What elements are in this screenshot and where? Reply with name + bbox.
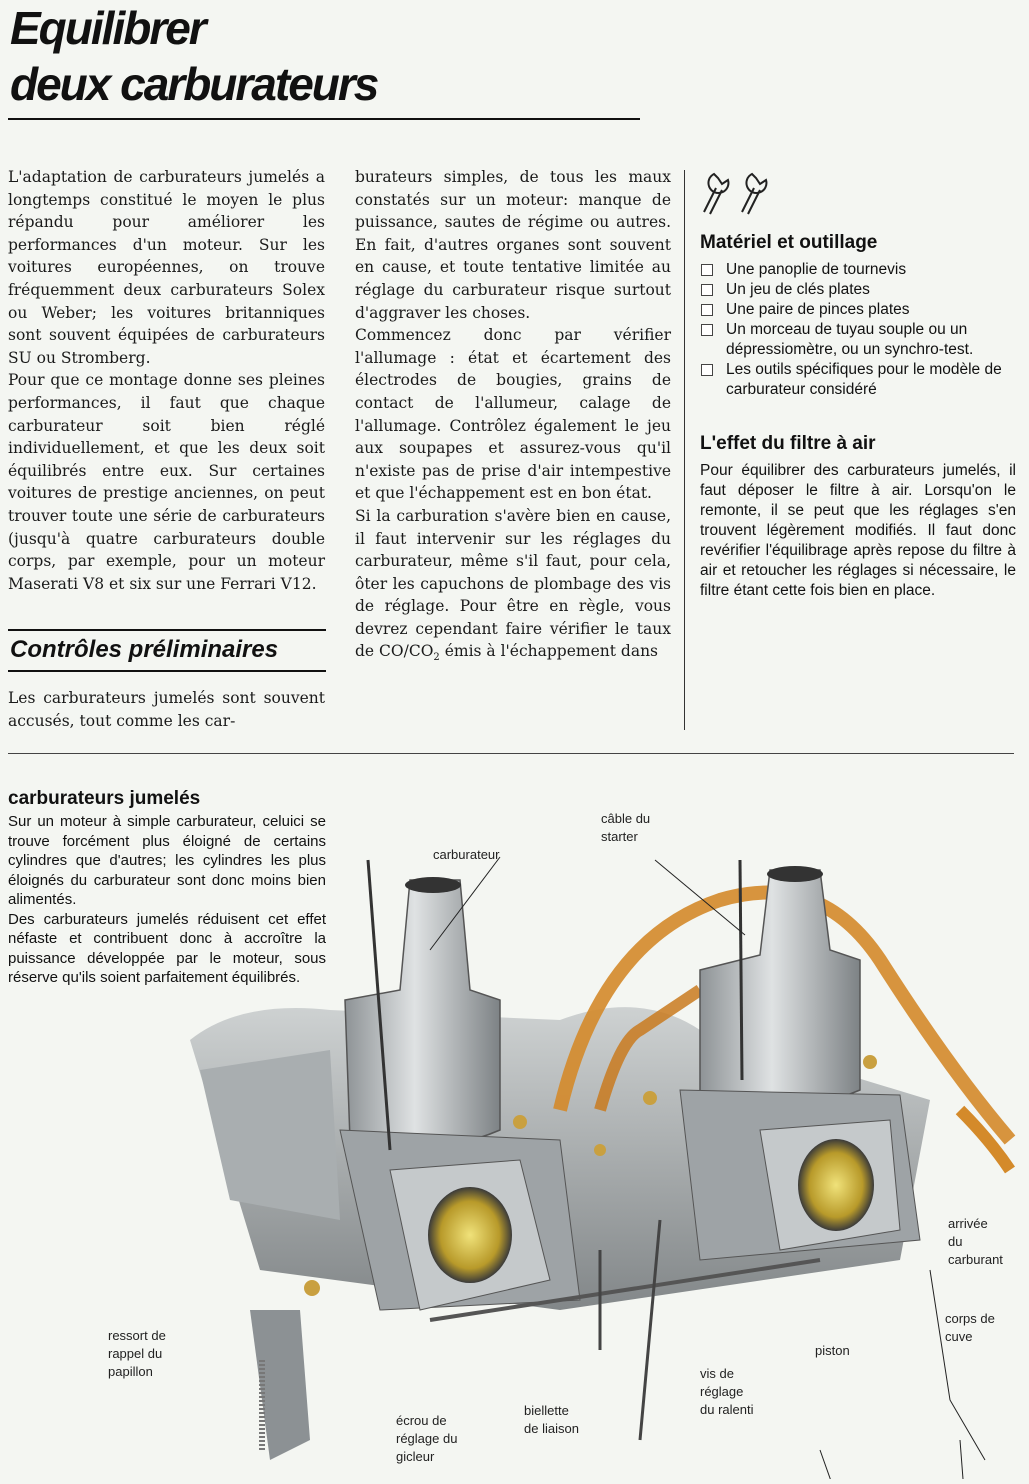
paragraph: burateurs simples, de tous les maux constatés sur un moteur: manque de puissance, sautes de régime ou autres. En fait, d'autres organes sont souvent en cause, et toute tentative limitée au réglage du carburateur risque surtout d'aggraver les choses. — [355, 168, 671, 322]
paragraph-tail: émis à l'échappement dans — [439, 642, 659, 661]
checkbox-icon — [701, 324, 713, 336]
checkbox-icon — [701, 264, 713, 276]
article-column-2 — [355, 166, 671, 670]
section-rule-bottom — [8, 670, 326, 672]
list-item: Les outils spécifiques pour le modèle de carburateur considéré — [700, 360, 1020, 400]
section-heading: Contrôles préliminaires — [10, 636, 279, 663]
subscript-2: 2 — [433, 652, 440, 664]
paragraph-text: Si la carburation s'avère bien en cause, il faut intervenir sur les réglages du carburateur, même s'il faut, pour cela, ôter les capuchons de plombage des vis de réglage. Pour être en règle, vous devrez cependant faire vérifier le taux de — [355, 506, 671, 661]
article-column-1-cont — [8, 687, 325, 732]
label-ecrou-gicleur: écrou de réglage du gicleur — [396, 1413, 458, 1464]
co-co2-text: CO/CO — [379, 642, 434, 661]
tools-list — [700, 260, 1020, 400]
label-vis-reglage-ralenti: vis de réglage du ralenti — [700, 1366, 754, 1417]
paragraph — [355, 505, 671, 670]
paragraph: Commencez donc par vérifier l'allumage : état et écartement des électrodes de bougies, grains de contact de l'allumeur, calage de l'allumage. Contrôlez également le jeu aux soupapes et assurez-vous qu'il n'existe pas de prise d'air intempestive et que l'échappement est en bon état. — [355, 326, 671, 503]
page-title — [10, 0, 377, 112]
title-line-1: Equilibrer — [10, 2, 205, 54]
title-rule — [8, 118, 640, 120]
list-item: Une panoplie de tournevis — [700, 260, 1020, 280]
label-arrivee-carburant-text: arrivée du carburant — [948, 1216, 1003, 1267]
list-item: Un jeu de clés plates — [700, 280, 1020, 300]
paragraph: Pour que ce montage donne ses pleines performances, il faut que chaque carburateur soit bien réglé individuellement, et que les deux soit équilibrés entre eux. Sur certaines voitures de prestige anciennes, on peut trouver toute une série de carburateurs (jusqu'à quatre carburateurs double corps, par exemple, pour un moteur Maserati V8 et six sur une Ferrari V12. — [8, 371, 325, 593]
section-rule-top — [8, 629, 326, 631]
filter-heading: L'effet du filtre à air — [700, 433, 876, 454]
checkbox-icon — [701, 364, 713, 376]
filter-box — [700, 433, 1016, 601]
column-divider — [684, 170, 685, 730]
title-line-2: deux carburateurs — [10, 58, 378, 110]
twin-carburettor-illustration — [0, 840, 1029, 1479]
label-cable-starter: câble du starter — [601, 811, 651, 844]
checkbox-icon — [701, 284, 713, 296]
list-item: Une paire de pinces plates — [700, 300, 1020, 320]
filter-text: Pour équilibrer des carburateurs jumelés, il faut déposer le filtre à air. Lorsqu'on le remonte, il se peut que les réglages s'en trouvent légèrement modifiés. Il faut donc revérifier l'équilibrage après repose du filtre à air et retoucher les réglages si nécessaire, le filtre étant cette fois bien en place. — [700, 462, 1016, 599]
list-item: Un morceau de tuyau souple ou un dépressiomètre, ou un synchro-test. — [700, 320, 1020, 360]
caption-paragraph: Des carburateurs jumelés réduisent cet effet néfaste et contribuent donc à accroître la puissance développée par le moteur, sous réserve qu'ils soient parfaitement équilibrés. — [8, 910, 326, 986]
label-carburateur: carburateur — [433, 847, 500, 862]
paragraph: L'adaptation de carburateurs jumelés a longtemps constitué le moyen le plus répandu pour améliorer les performances d'un moteur. Sur les voitures européennes, on trouve fréquemment deux carburateurs Solex ou Weber; les voitures britanniques sont souvent équipées de carburateurs SU ou Stromberg. — [8, 168, 325, 367]
caption-heading: carburateurs jumelés — [8, 788, 201, 809]
label-corps-de-cuve: corps de cuve — [945, 1311, 995, 1344]
figure-rule — [8, 753, 1014, 754]
label-piston: piston — [815, 1343, 850, 1358]
checkbox-icon — [701, 304, 713, 316]
wrench-icon — [700, 166, 780, 218]
article-column-1 — [8, 166, 325, 595]
tools-box — [700, 232, 1020, 400]
caption-paragraph: Sur un moteur à simple carburateur, celuici se trouve forcément plus éloigné de certains cylindres que d'autres; les cylindres les plus éloignés du carburateur sont donc moins bien alimentés. — [8, 813, 326, 908]
tools-heading: Matériel et outillage — [700, 232, 878, 253]
label-ressort-rappel: ressort de rappel du papillon — [108, 1328, 166, 1379]
paragraph: Les carburateurs jumelés sont souvent accusés, tout comme les car- — [8, 689, 325, 730]
label-biellette-liaison: biellette de liaison — [524, 1403, 579, 1436]
